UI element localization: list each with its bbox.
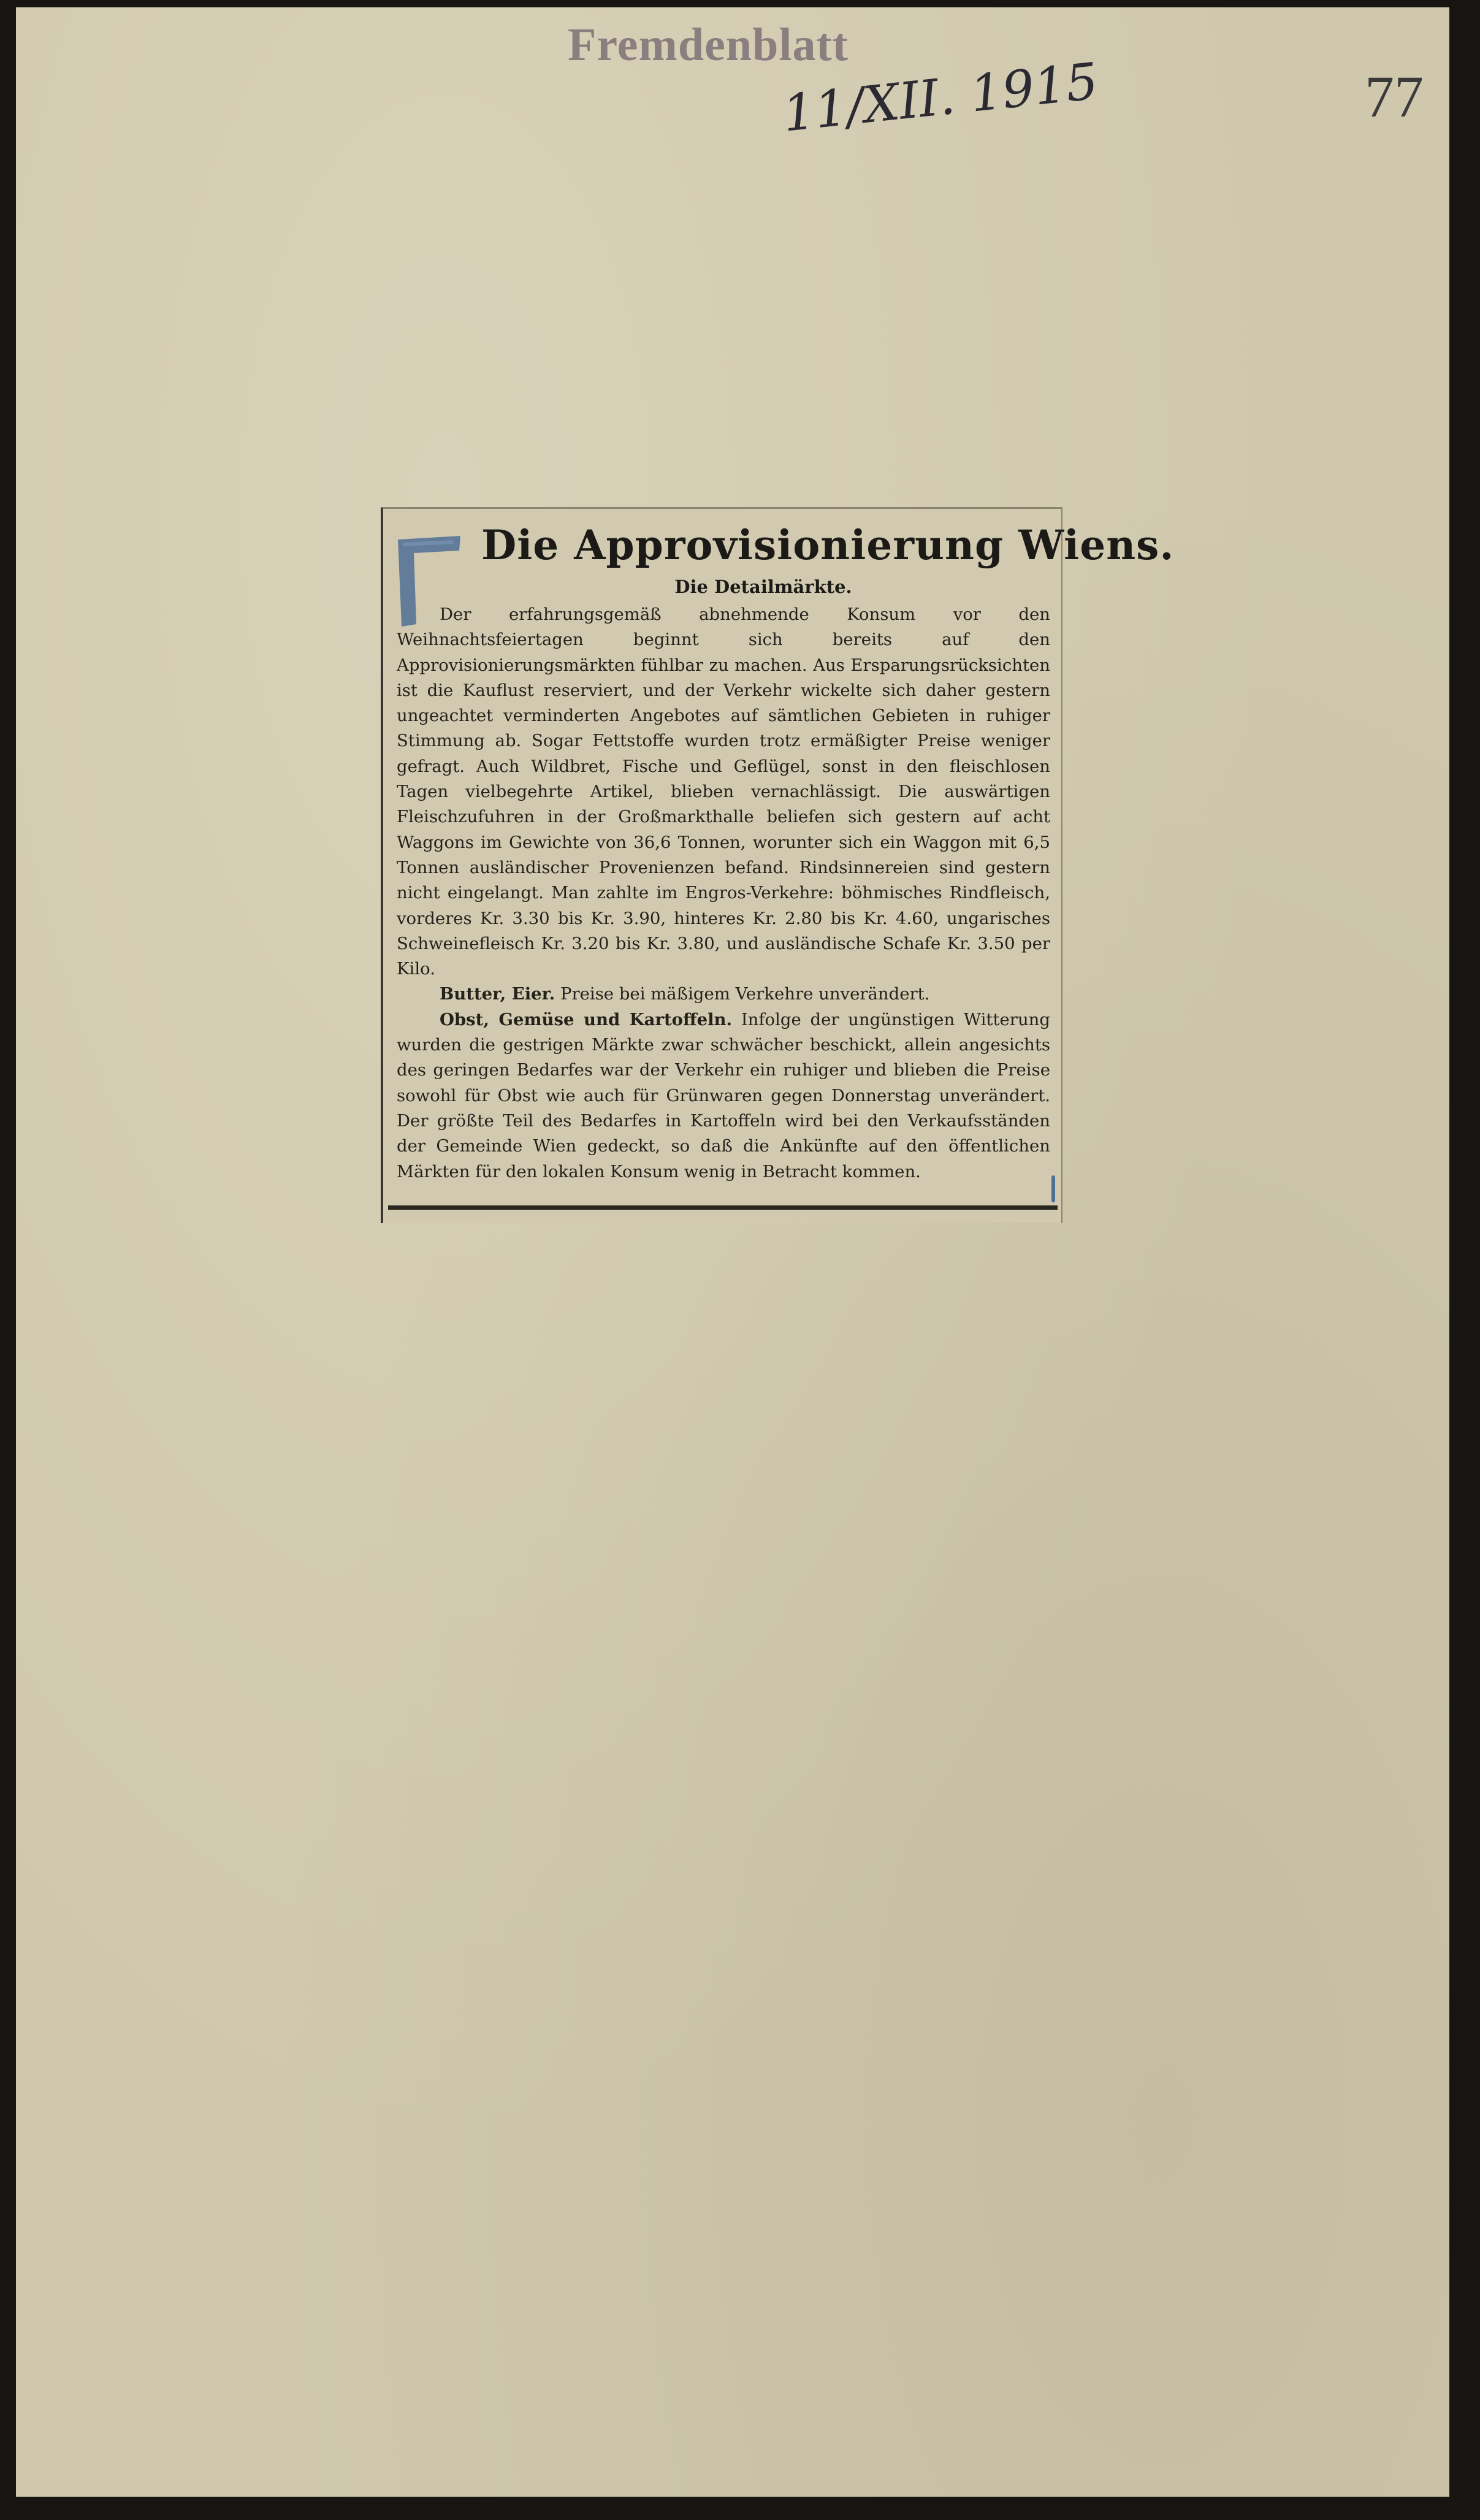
- clipping-bottom-rule: [388, 1205, 1058, 1210]
- article-subheadline: Die Detailmärkte.: [674, 576, 852, 597]
- handwritten-date: 11/XII. 1915: [780, 52, 1101, 143]
- archive-sheet: [16, 7, 1449, 2497]
- newspaper-clipping: [381, 507, 1175, 1223]
- folio-number: 77: [1365, 64, 1424, 129]
- article-paragraph: [397, 982, 1050, 1007]
- article-paragraph: [397, 1007, 1050, 1185]
- article-paragraph: Der erfahrungsgemäß abnehmende Konsum vor den Weihnachtsfeiertagen beginnt sich bereits auf den Approvisionierungsmärkten fühlbar zu machen. Aus Ersparungsrücksichten ist die Kauflust reserviert, und der Verkehr wickelte sich daher gestern ungeachtet verminderten Angebotes auf sämtlichen Gebieten in ruhiger Stimmung ab. Sogar Fettstoffe wurden trotz ermäßigter Preise weniger gefragt. Auch Wildbret, Fische und Geflügel, sonst in den fleischlosen Tagen vielbegehrte Artikel, blieben vernachlässigt. Die auswärtigen Fleischzufuhren in der Großmarkthalle beliefen sich gestern auf acht Waggons im Gewichte von 36,6 Tonnen, worunter sich ein Waggon mit 6,5 Tonnen ausländischer Provenienzen befand. Rindsinnereien sind gestern nicht eingelangt. Man zahlte im Engros-Verkehre: böhmisches Rindfleisch, vorderes Kr. 3.30 bis Kr. 3.90, hinteres Kr. 2.80 bis Kr. 4.60, ungarisches Schweinefleisch Kr. 3.20 bis Kr. 3.80, und ausländische Schafe Kr. 3.50 per Kilo.: [397, 605, 1050, 979]
- paragraph-text: Preise bei mäßigem Verkehre unverändert.: [560, 984, 930, 1004]
- newspaper-name-stamp: Fremdenblatt: [568, 19, 849, 71]
- article-body: [397, 602, 1050, 1185]
- article-headline: Die Approvisionierung Wiens.: [481, 521, 1175, 569]
- paragraph-lead: Butter, Eier.: [440, 984, 555, 1004]
- blue-pencil-end-mark: [1051, 1175, 1055, 1202]
- paragraph-lead: Obst, Gemüse und Kartoffeln.: [440, 1009, 733, 1029]
- paragraph-text: Infolge der ungünstigen Witterung wurden die gestrigen Märkte zwar schwächer beschickt, allein angesichts des geringen Bedarfes war der Verkehr ein ruhiger und blieben die Preise sowohl für Obst wie auch für Grünwaren gegen Donnerstag unverändert. Der größte Teil des Bedarfes in Kartoffeln wird bei den Verkaufsständen der Gemeinde Wien gedeckt, so daß die Ankünfte auf den öffentlichen Märkten für den lokalen Konsum wenig in Betracht kommen.: [397, 1009, 1050, 1182]
